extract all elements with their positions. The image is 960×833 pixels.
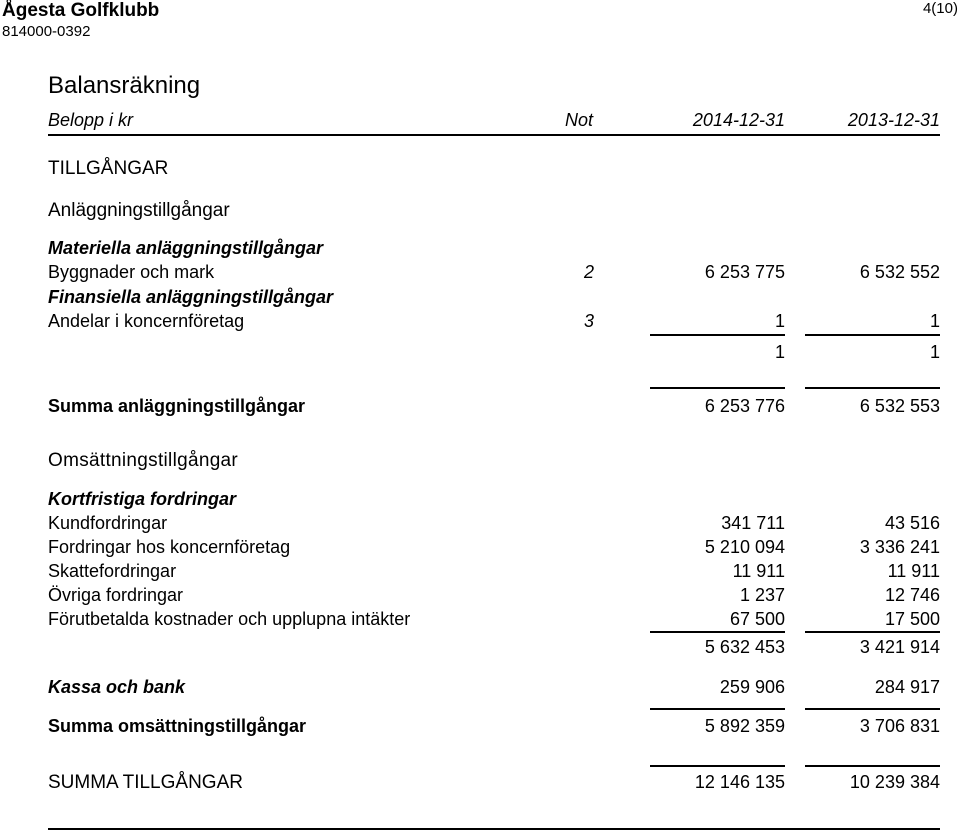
row-value-2014: 259 906 <box>719 677 785 697</box>
subsection-tangible: Materiella anläggningstillgångar <box>48 238 324 258</box>
subtotal-value-2014: 1 <box>774 342 785 362</box>
total-value-2013: 10 239 384 <box>849 772 940 792</box>
row-label: Byggnader och mark <box>48 262 215 282</box>
page-title: Balansräkning <box>48 72 201 99</box>
sum-value-2014: 6 253 776 <box>704 396 785 416</box>
subsection-financial: Finansiella anläggningstillgångar <box>48 287 334 307</box>
subtotal-value-2013: 3 421 914 <box>859 637 940 657</box>
subtotal-rule <box>650 631 785 633</box>
row-value-2014: 1 <box>774 311 785 331</box>
row-label: Kassa och bank <box>48 677 186 697</box>
subtotal-rule <box>805 334 940 336</box>
total-value-2014: 12 146 135 <box>694 772 785 792</box>
section-fixed-assets: Anläggningstillgångar <box>48 200 230 221</box>
row-value-2014: 341 711 <box>721 513 785 533</box>
row-label: Kundfordringar <box>48 513 168 533</box>
sum-value-2013: 3 706 831 <box>859 716 940 736</box>
row-label: Andelar i koncernföretag <box>48 311 245 331</box>
sum-label: Summa omsättningstillgångar <box>48 716 307 736</box>
sum-value-2014: 5 892 359 <box>704 716 785 736</box>
sum-rule <box>650 387 785 389</box>
column-header-year2: 2013-12-31 <box>847 110 940 130</box>
row-value-2014: 1 237 <box>739 585 785 605</box>
subtotal-rule <box>805 631 940 633</box>
sum-rule <box>805 708 940 710</box>
sum-rule <box>805 387 940 389</box>
total-rule <box>650 765 785 767</box>
row-value-2013: 6 532 552 <box>859 262 940 282</box>
page-number: 4(10) <box>922 0 958 17</box>
row-value-2013: 1 <box>929 311 940 331</box>
subsection-short-term-receivables: Kortfristiga fordringar <box>48 489 237 509</box>
company-name: Ågesta Golfklubb <box>2 0 160 21</box>
row-label: Fordringar hos koncernföretag <box>48 537 291 557</box>
row-value-2013: 3 336 241 <box>859 537 940 557</box>
row-value-2014: 6 253 775 <box>704 262 785 282</box>
subtotal-rule <box>650 334 785 336</box>
column-header-year1: 2014-12-31 <box>692 110 785 130</box>
row-value-2013: 11 911 <box>887 561 940 581</box>
subtotal-value-2013: 1 <box>929 342 940 362</box>
subtotal-value-2014: 5 632 453 <box>704 637 785 657</box>
sum-label: Summa anläggningstillgångar <box>48 396 306 416</box>
total-label: SUMMA TILLGÅNGAR <box>48 772 243 793</box>
column-header-note: Not <box>565 110 594 130</box>
footer-divider <box>48 828 940 830</box>
column-header-label: Belopp i kr <box>48 110 134 130</box>
total-rule <box>805 765 940 767</box>
section-current-assets: Omsättningstillgångar <box>48 450 239 471</box>
row-label: Övriga fordringar <box>48 585 184 605</box>
row-label: Skattefordringar <box>48 561 177 581</box>
row-value-2013: 17 500 <box>884 609 940 629</box>
section-assets: TILLGÅNGAR <box>48 158 169 179</box>
row-note: 3 <box>584 311 595 331</box>
row-value-2013: 12 746 <box>884 585 940 605</box>
row-value-2013: 43 516 <box>884 513 940 533</box>
row-value-2014: 67 500 <box>729 609 785 629</box>
row-value-2014: 11 911 <box>732 561 785 581</box>
sum-value-2013: 6 532 553 <box>859 396 940 416</box>
row-note: 2 <box>584 262 595 282</box>
org-number: 814000-0392 <box>2 23 91 40</box>
row-label: Förutbetalda kostnader och upplupna intäkter <box>48 609 411 629</box>
header-divider <box>48 134 940 136</box>
row-value-2014: 5 210 094 <box>704 537 785 557</box>
sum-rule <box>650 708 785 710</box>
row-value-2013: 284 917 <box>874 677 940 697</box>
